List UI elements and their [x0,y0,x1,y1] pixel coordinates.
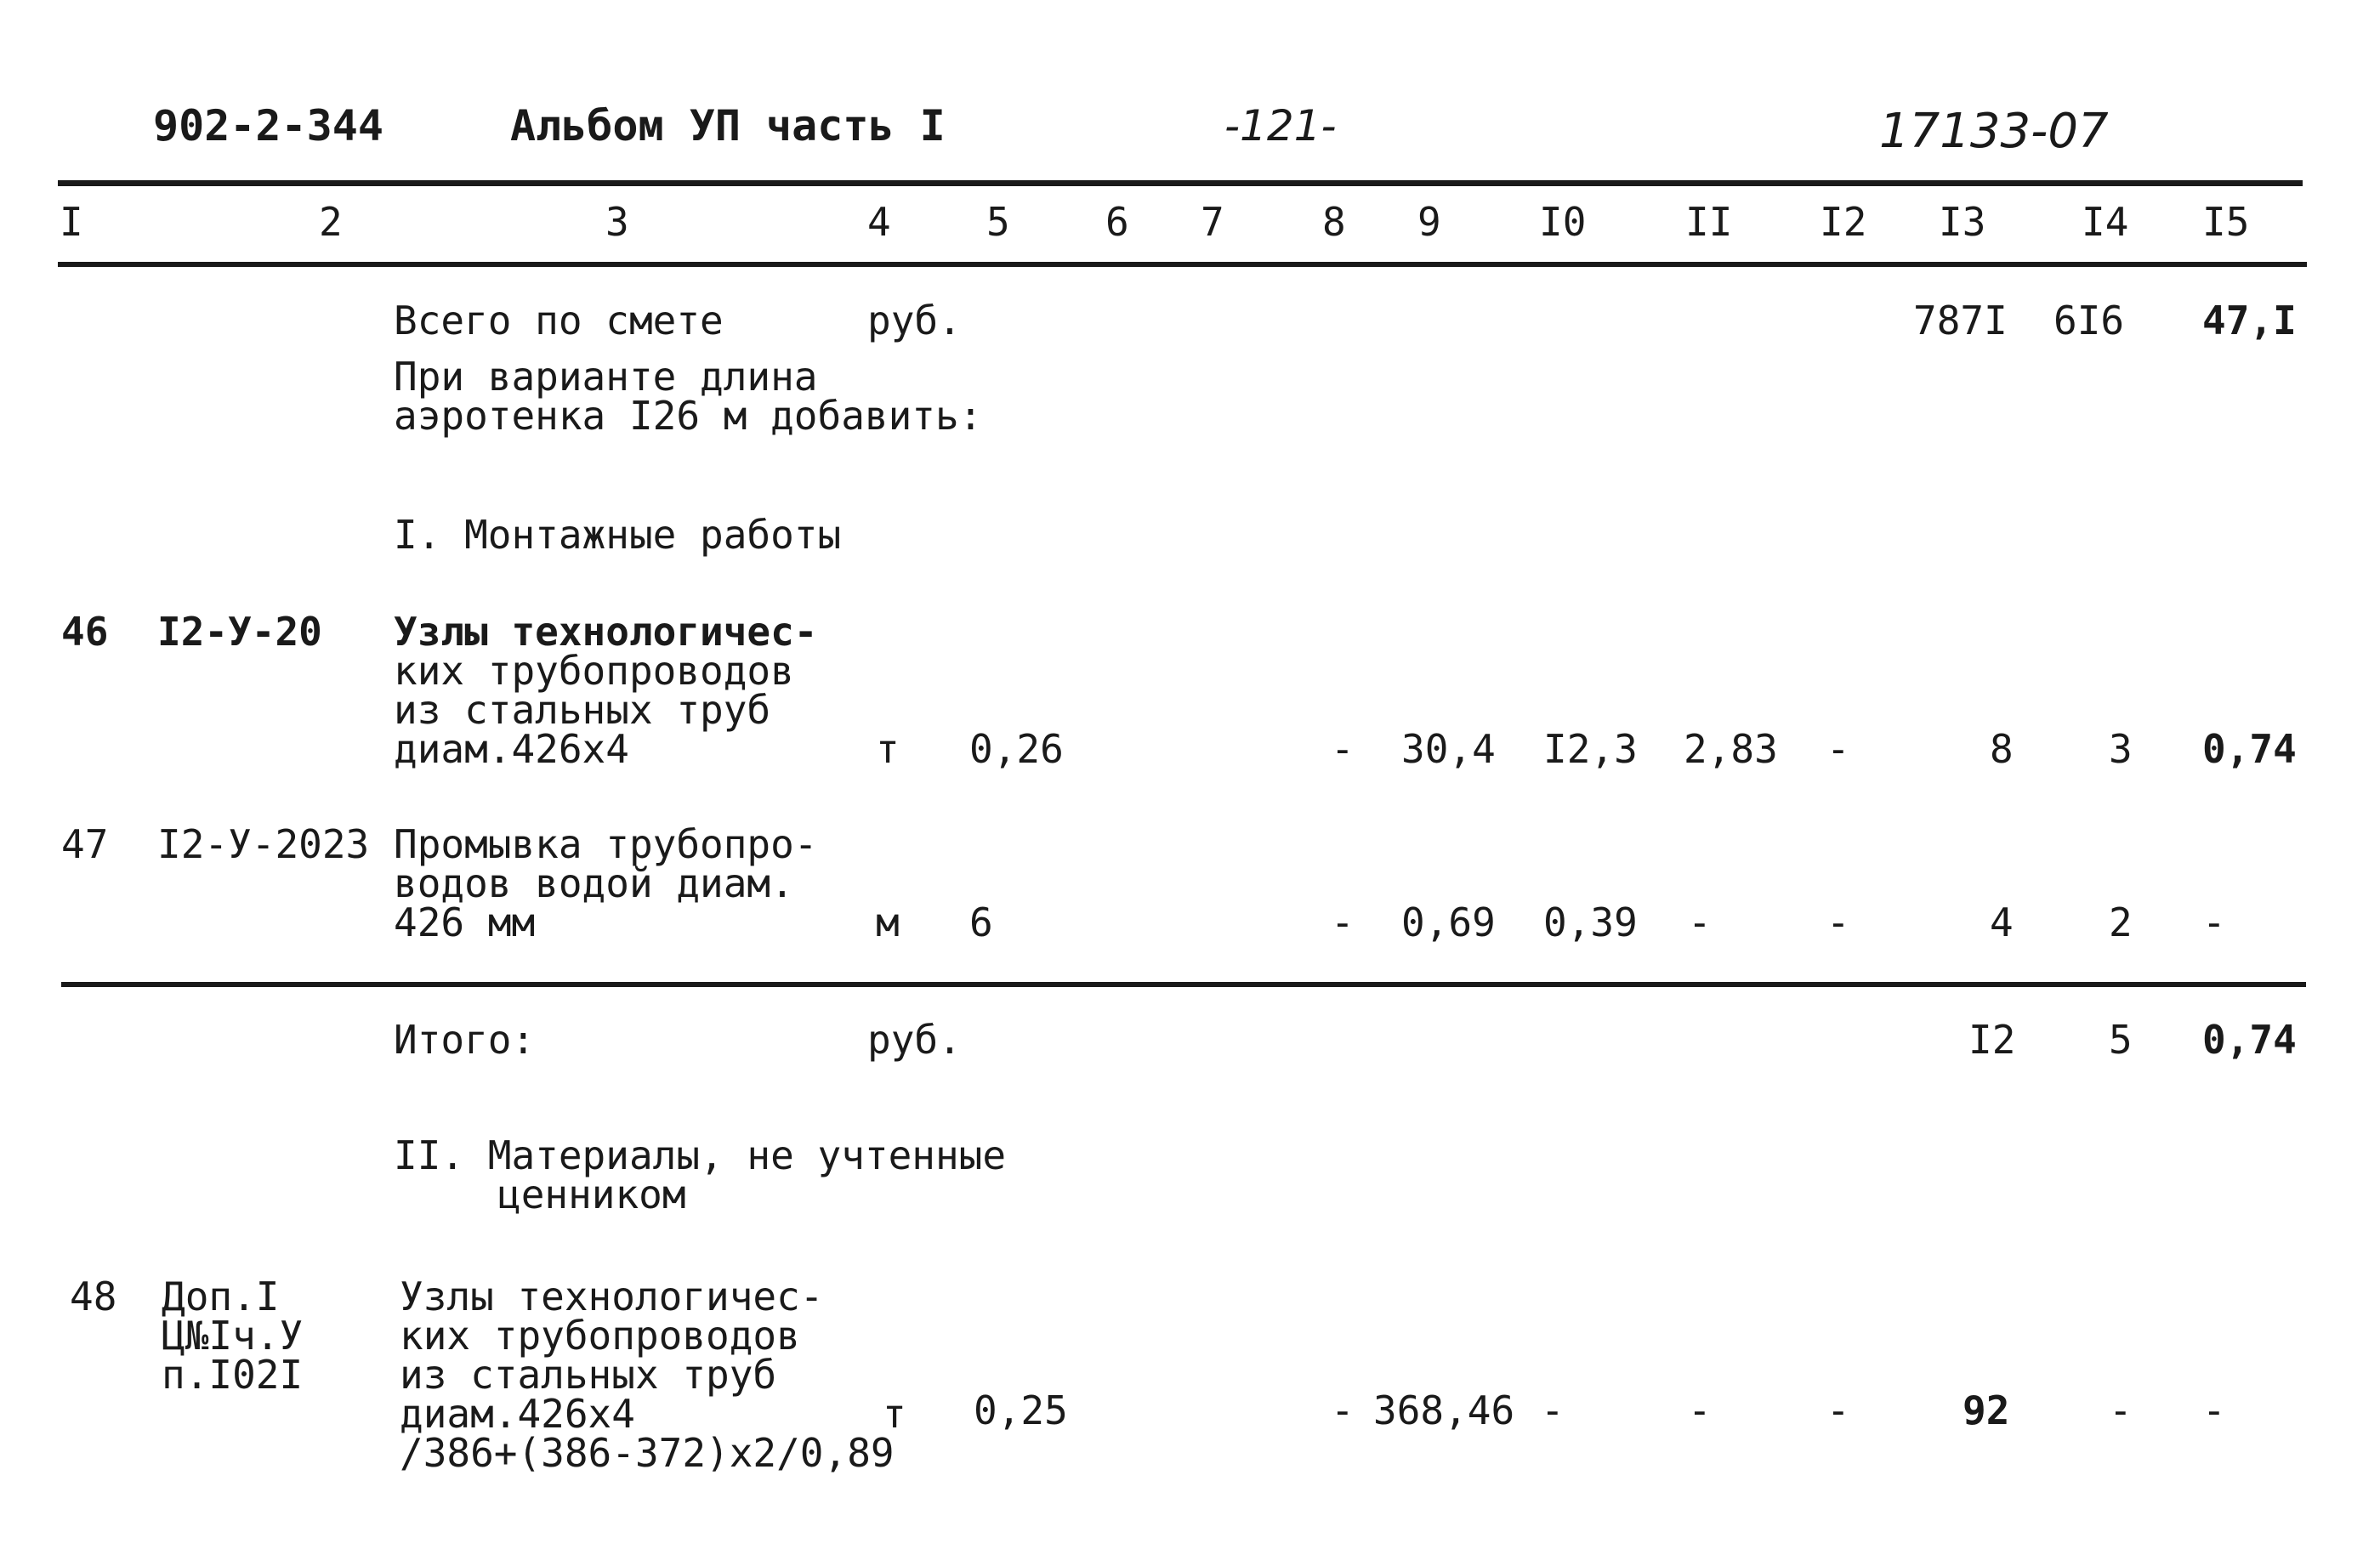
subtotal-c15: 0,74 [2202,1017,2297,1063]
row-c10: - [1541,1387,1565,1433]
row-code: I2-У-2023 [157,821,370,867]
document-number: 17133-07 [1879,104,2109,159]
total-estimate-c14: 6I6 [2053,298,2125,343]
column-header: I4 [2082,199,2129,245]
row-c13: 8 [1990,726,2014,772]
column-header: 9 [1417,199,1441,245]
row-c12: - [1826,1387,1850,1433]
row-unit: т [876,726,900,772]
row-c8: - [1331,1387,1355,1433]
row-c15: - [2202,899,2226,945]
column-header: I0 [1539,199,1587,245]
row-code-line: Ц№Iч.У [162,1313,304,1359]
row-description-line: из стальных труб [394,687,771,733]
row-c14: - [2109,1387,2133,1433]
header-rule [58,262,2307,267]
total-estimate-c15: 47,I [2202,298,2297,343]
row-c11: - [1688,1387,1712,1433]
row-number: 48 [70,1274,117,1319]
row-description-line: 426 мм [394,899,536,945]
row-c10: 0,39 [1543,899,1638,945]
row-quantity: 0,25 [974,1387,1068,1433]
subtotal-unit: руб. [867,1017,962,1063]
subtotal-rule [61,982,2306,987]
row-description-line: ких трубопроводов [400,1313,800,1359]
row-description-line: диам.426х4 [394,726,629,772]
row-number: 46 [61,609,109,655]
row-description-line: диам.426х4 [400,1391,635,1437]
variant-note-line: аэротенка I26 м добавить: [394,393,983,439]
column-header: I [60,199,83,245]
column-header: 7 [1201,199,1224,245]
row-unit: т [883,1391,906,1437]
album-label: Альбом УП часть I [510,101,946,150]
row-c8: - [1331,899,1355,945]
subtotal-c13: I2 [1968,1017,2016,1063]
top-rule [58,180,2303,186]
row-description-line: Узлы технологичес- [394,609,818,655]
row-c11: - [1688,899,1712,945]
column-header: I3 [1939,199,1986,245]
row-c14: 3 [2109,726,2133,772]
row-c13: 92 [1963,1387,2010,1433]
column-header: 2 [319,199,343,245]
column-header: 4 [867,199,891,245]
subtotal-label: Итого: [394,1017,536,1063]
row-quantity: 6 [969,899,993,945]
total-estimate-unit: руб. [867,298,962,343]
row-c12: - [1826,726,1850,772]
row-description-line: Узлы технологичес- [400,1274,824,1319]
subtotal-c14: 5 [2109,1017,2133,1063]
page-number: -121- [1224,101,1337,150]
row-c14: 2 [2109,899,2133,945]
row-c13: 4 [1990,899,2014,945]
row-description-line: Промывка трубопро- [394,821,818,867]
row-code: I2-У-20 [157,609,322,655]
total-estimate-c13: 787I [1913,298,2008,343]
section-1-title: I. Монтажные работы [394,512,842,558]
column-header: 3 [605,199,629,245]
row-description-line: водов водой диам. [394,860,794,906]
row-quantity: 0,26 [969,726,1064,772]
column-header: 8 [1322,199,1346,245]
variant-note-line: При варианте длина [394,354,818,400]
row-c9: 0,69 [1401,899,1496,945]
row-c10: I2,3 [1543,726,1638,772]
column-header: I2 [1820,199,1867,245]
column-header: II [1685,199,1733,245]
row-c15: 0,74 [2202,726,2297,772]
row-c12: - [1826,899,1850,945]
column-header: 6 [1105,199,1129,245]
row-c9: 30,4 [1401,726,1496,772]
row-c8: - [1331,726,1355,772]
row-c11: 2,83 [1684,726,1778,772]
total-estimate-label: Всего по смете [394,298,724,343]
row-code-line: Доп.I [162,1274,280,1319]
row-c15: - [2202,1387,2226,1433]
row-c9: 368,46 [1373,1387,1515,1433]
column-header: 5 [986,199,1010,245]
row-description-line: /386+(386-372)х2/0,89 [400,1430,895,1476]
row-code-line: п.I02I [162,1352,304,1398]
row-unit: м [876,899,900,945]
column-header: I5 [2202,199,2250,245]
row-description-line: ких трубопроводов [394,648,794,694]
row-number: 47 [61,821,109,867]
section-2-title-line: II. Материалы, не учтенные [394,1132,1007,1178]
row-description-line: из стальных труб [400,1352,777,1398]
section-2-title-line: ценником [497,1172,686,1217]
project-code: 902-2-344 [153,101,383,150]
